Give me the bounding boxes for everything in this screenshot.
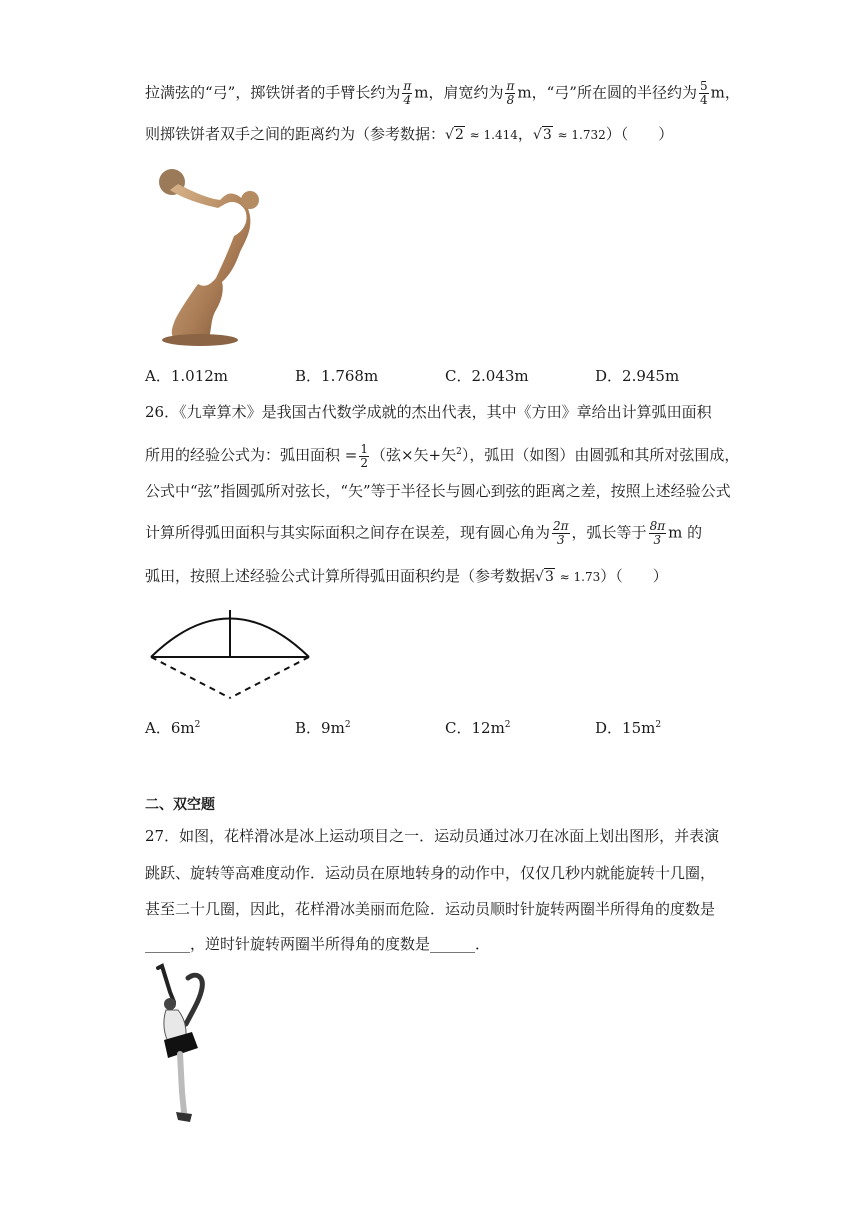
option-value: 1.768m [321, 367, 379, 385]
statue-head-shape [241, 191, 259, 209]
frac-den: 4 [403, 93, 412, 107]
comma: ， [517, 125, 533, 143]
option-value: 1.012m [170, 367, 229, 385]
q25-text-a: 拉满弦的“弓”，掷铁饼者的手臂长约为 [145, 83, 401, 102]
superscript: 2 [194, 720, 201, 730]
arm-length-fraction [402, 80, 412, 107]
superscript: 2 [344, 720, 351, 730]
figure-body-shape [170, 184, 250, 340]
frac-num: 1 [360, 441, 368, 456]
q25-line-2 [145, 124, 673, 145]
q26-formula-end: ），弧田（如图）由圆弧和其所对弦围成， [461, 446, 740, 464]
q26-unit-text: m 的 [668, 523, 703, 542]
q25-text-c: ，“弓”所在圆的半径约为 [531, 83, 697, 102]
option-label: D． [595, 719, 623, 737]
superscript: 2 [504, 720, 511, 730]
radius-fraction [699, 80, 709, 107]
q25-option-c[interactable] [445, 366, 529, 386]
frac-den: 4 [699, 93, 708, 107]
arc-length-fraction [649, 520, 667, 547]
option-label: C． [445, 367, 472, 385]
skater-head-shape [164, 998, 176, 1010]
unit: m [710, 83, 725, 102]
option-label: B． [295, 367, 322, 385]
answer-bracket: ）（ ） [600, 567, 668, 585]
option-value: 2.043m [471, 367, 529, 385]
q26-angle-text: 计算所得弧田面积与其实际面积之间存在误差，现有圆心角为 [145, 523, 551, 542]
radicand: 3 [544, 569, 554, 585]
central-angle-fraction [552, 520, 570, 547]
radius-dashed-left [151, 657, 230, 698]
q25-option-d[interactable] [595, 366, 679, 386]
option-value: 12m [471, 719, 505, 737]
q26-formula-text: 所用的经验公式为：弧田面积 = [145, 446, 358, 464]
answer-blank-1[interactable]: ______ [145, 935, 190, 953]
arc-field-diagram [140, 600, 320, 705]
sqrt2: √2 [445, 127, 464, 143]
option-label: C． [445, 719, 472, 737]
q26-line-4 [145, 520, 702, 547]
q26-option-d[interactable] [595, 715, 661, 738]
q26-option-a[interactable] [145, 715, 200, 738]
option-label: A． [145, 367, 171, 385]
sqrt3: √3 [535, 569, 554, 585]
q26-option-b[interactable] [295, 715, 351, 738]
q26-line-2 [145, 442, 739, 470]
approx-value: ≈ 1.414 [469, 128, 518, 142]
unit: m [517, 83, 532, 102]
q27-line-1: 27．如图，花样滑冰是冰上运动项目之一．运动员通过冰刀在冰面上划出图形，并表演 [145, 827, 720, 845]
section-title: 二、双空题 [145, 797, 215, 813]
skate-shape [176, 1112, 192, 1122]
frac-num: π [506, 79, 515, 93]
frac-num: 2π [553, 519, 569, 533]
arm-shape [186, 975, 202, 1024]
q25-option-b[interactable] [295, 366, 378, 386]
q26-arc-text: ，弧长等于 [571, 523, 647, 542]
shoulder-width-fraction [505, 80, 515, 107]
figure-skater-image [148, 962, 218, 1127]
q25-text-end: ， [724, 83, 740, 102]
radicand: 3 [542, 127, 552, 143]
statue-base-shape [162, 334, 238, 346]
answer-blank-2[interactable]: ______ [430, 935, 476, 953]
option-value: 9m [321, 719, 345, 737]
q27-line-4 [145, 934, 490, 954]
q25-text-b: ，肩宽约为 [428, 83, 504, 102]
option-value: 15m [622, 719, 656, 737]
frac-den: 3 [653, 533, 662, 547]
frac-den: 3 [556, 533, 565, 547]
radius-dashed-right [230, 657, 309, 698]
q25-text-ref: 则掷铁饼者双手之间的距离约为（参考数据： [145, 125, 446, 143]
q26-ref-text: 弧田，按照上述经验公式计算所得弧田面积约是（参考数据 [145, 567, 536, 585]
approx-value: ≈ 1.73 [559, 570, 601, 584]
standing-leg-shape [180, 1054, 184, 1112]
frac-num: 8π [649, 519, 666, 533]
unit: m [414, 83, 429, 102]
half-fraction [359, 443, 369, 470]
option-label: B． [295, 719, 322, 737]
q25-option-a[interactable] [145, 366, 228, 386]
raised-leg-shape [158, 966, 174, 1002]
q26-line-5 [145, 566, 668, 587]
superscript: 2 [456, 447, 462, 457]
q27-line-2: 跳跃、旋转等高难度动作．运动员在原地转身的动作中，仅仅几秒内就能旋转十几圈， [145, 864, 716, 882]
answer-bracket: ）（ ） [605, 125, 674, 143]
q26-line-1: 26．《九章算术》是我国古代数学成就的杰出代表，其中《方田》章给出计算弧田面积 [145, 403, 712, 421]
approx-value: ≈ 1.732 [557, 128, 606, 142]
q27-mid-text: ，逆时针旋转两圈半所得角的度数是 [190, 935, 431, 953]
q26-line-3: 公式中“弦”指圆弧所对弦长，“矢”等于半径长与圆心到弦的距离之差，按照上述经验公式 [145, 482, 731, 500]
q25-line-1 [145, 80, 740, 107]
sqrt3: √3 [532, 127, 552, 143]
option-value: 2.945m [622, 367, 680, 385]
frac-num: π [403, 79, 412, 93]
radicand: 2 [454, 127, 464, 143]
frac-den: 2 [360, 455, 368, 470]
frac-num: 5 [699, 79, 708, 93]
q26-option-c[interactable] [445, 715, 511, 738]
q26-formula-body: （弦×矢+矢 [370, 446, 457, 464]
q27-line-3: 甚至二十几圈，因此，花样滑冰美丽而危险．运动员顺时针旋转两圈半所得角的度数是 [145, 900, 716, 918]
option-label: D． [595, 367, 623, 385]
q27-end-text: ． [475, 935, 491, 953]
option-value: 6m [170, 719, 195, 737]
frac-den: 8 [506, 93, 515, 107]
superscript: 2 [655, 720, 662, 730]
option-label: A． [145, 719, 171, 737]
discus-thrower-statue-image [150, 160, 270, 350]
